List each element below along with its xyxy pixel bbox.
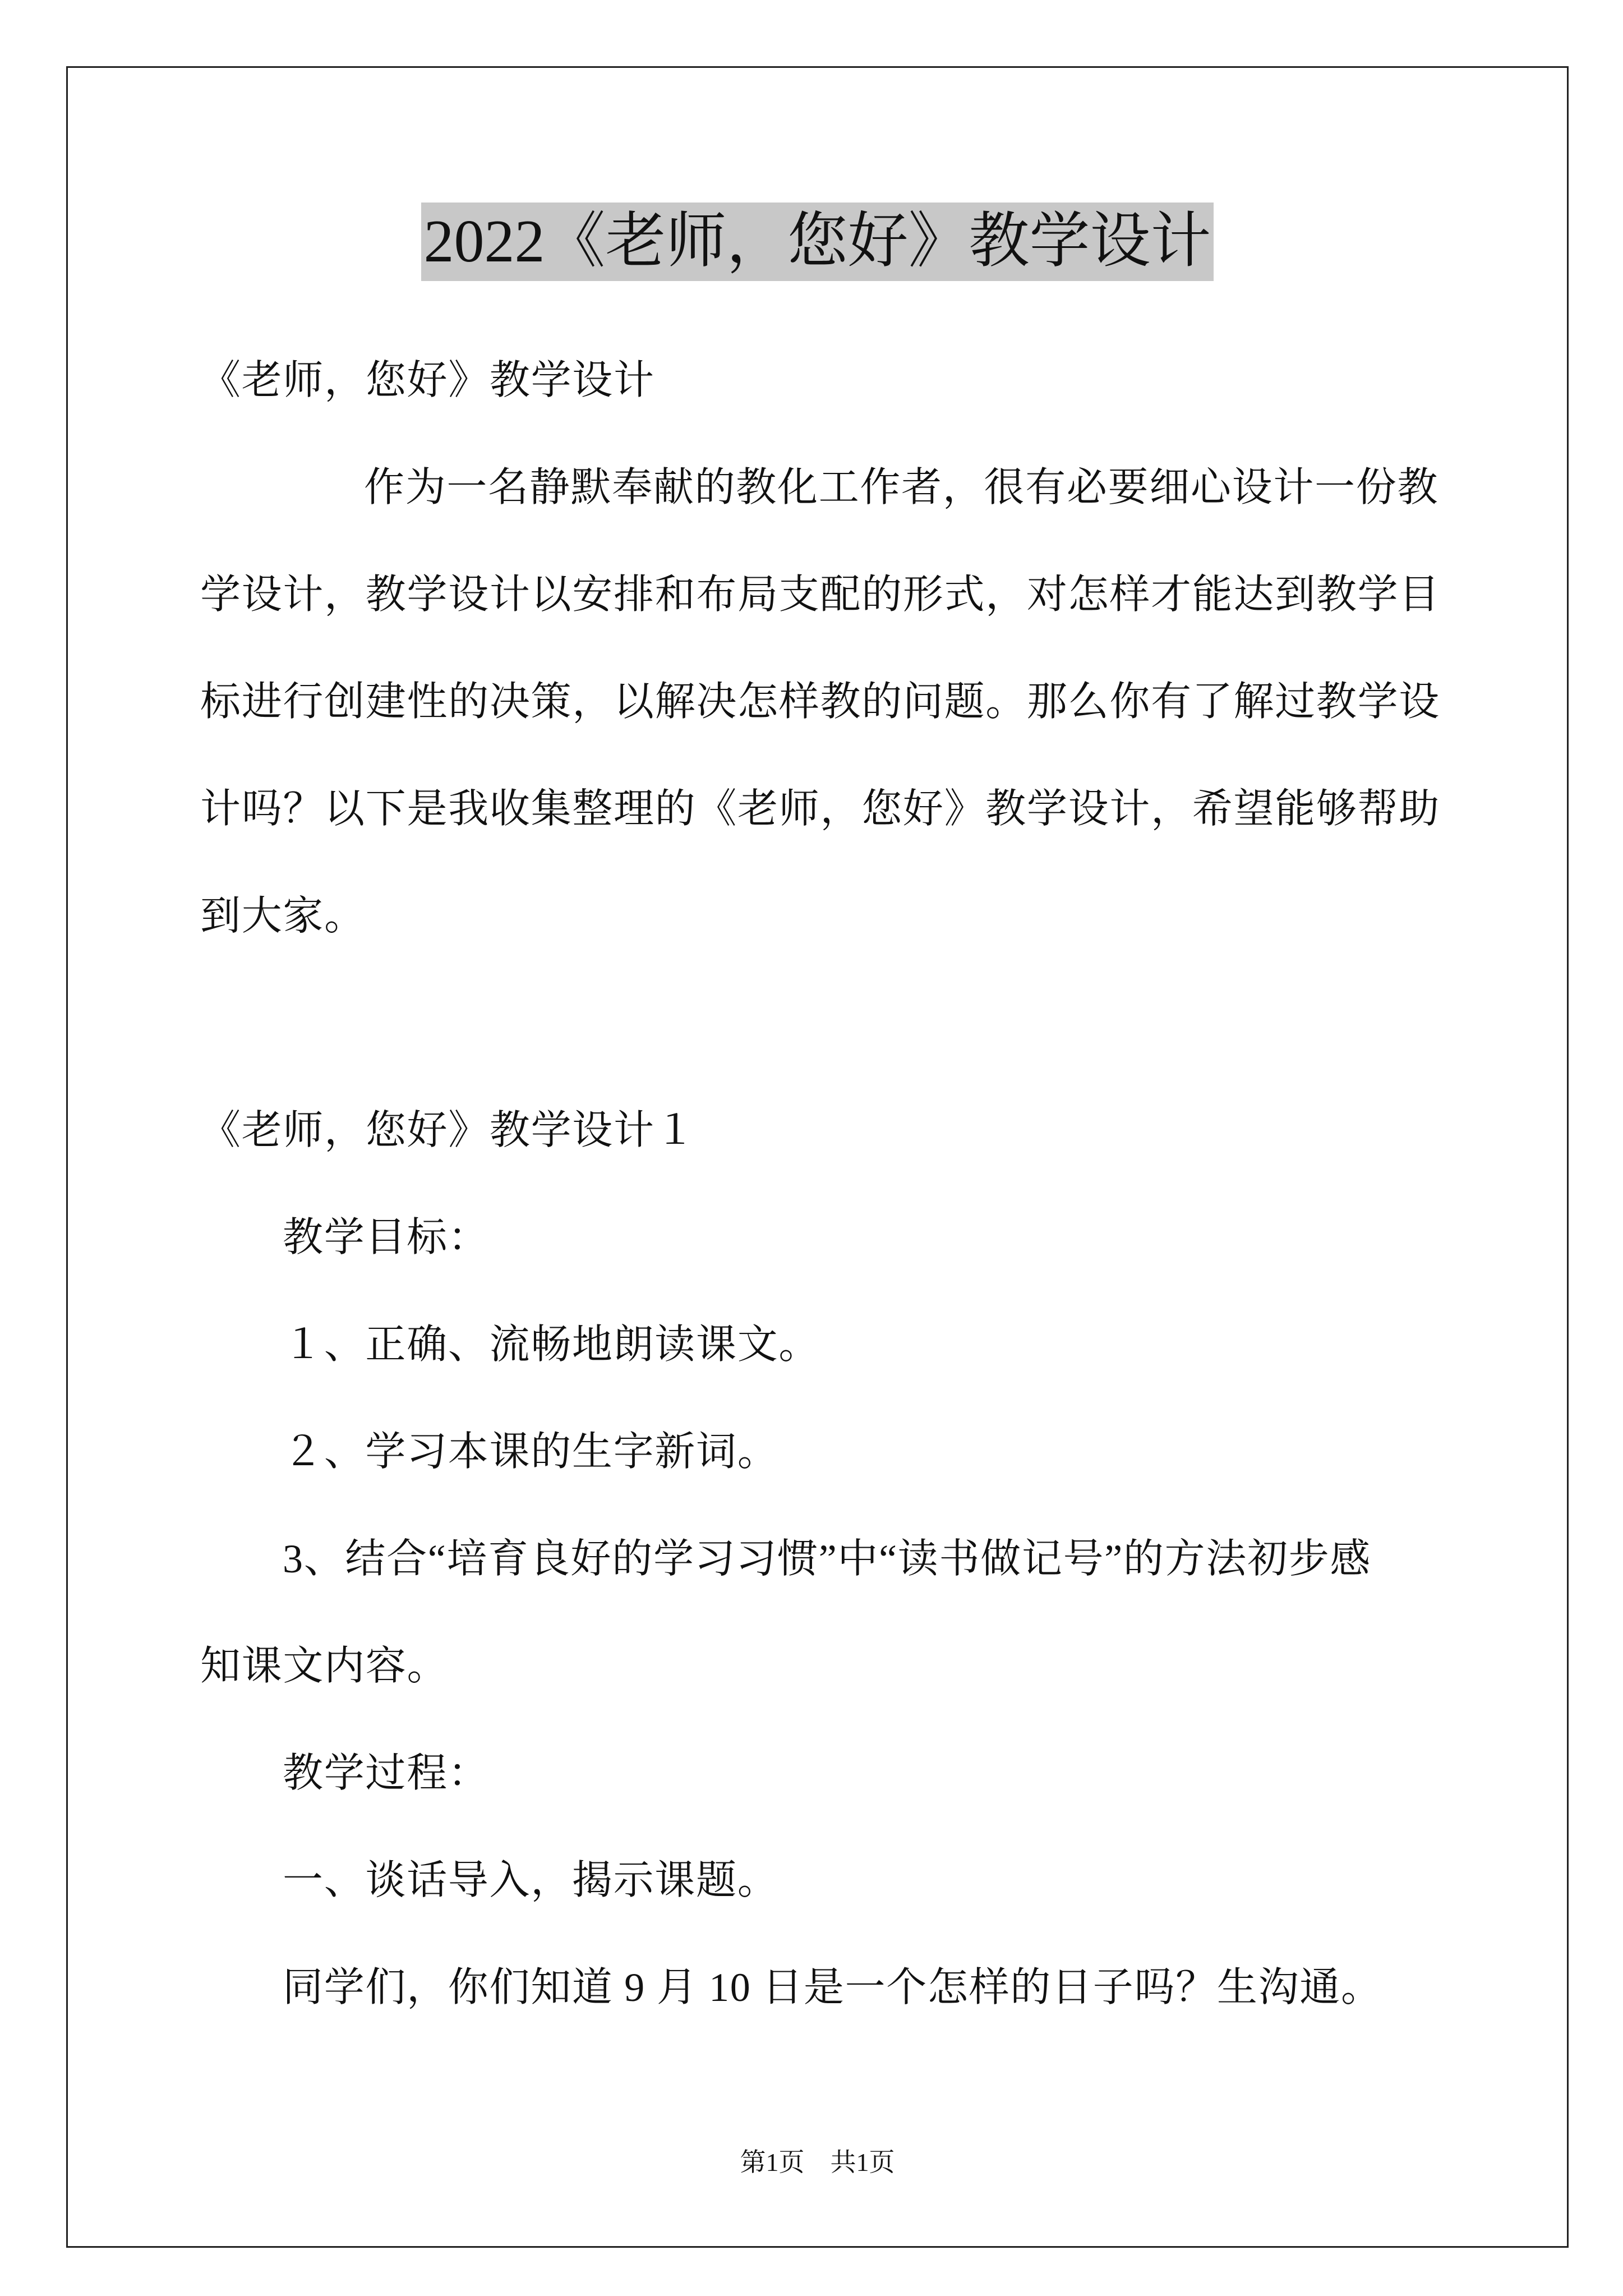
intro-paragraph-line: 标进行创建性的决策，以解决怎样教的问题。那么你有了解过教学设	[200, 679, 1441, 724]
intro-paragraph-line: 计吗？以下是我收集整理的《老师，您好》教学设计，希望能够帮助	[200, 786, 1441, 831]
page-footer: 第1页 共1页	[740, 2148, 895, 2177]
objective-item: 3、结合“培育良好的学习习惯”中“读书做记号”的方法初步感	[283, 1536, 1372, 1581]
document-title: 2022《老师，您好》教学设计	[421, 203, 1213, 281]
objective-item: １、正确、流畅地朗读课文。	[283, 1322, 820, 1367]
intro-paragraph-line: 到大家。	[200, 894, 366, 938]
section-1-heading: 《老师，您好》教学设计１	[200, 1108, 697, 1153]
intro-paragraph-line: 作为一名静默奉献的教化工作者，很有必要细心设计一份教	[364, 465, 1439, 510]
objective-item-continuation: 知课文内容。	[200, 1644, 449, 1688]
objective-item: ２、学习本课的生字新词。	[283, 1429, 779, 1474]
process-label: 教学过程：	[283, 1751, 490, 1796]
document-body	[200, 327, 1440, 2041]
intro-paragraph-line: 学设计，教学设计以安排和布局支配的形式，对怎样才能达到教学目	[200, 572, 1441, 617]
step-1-text: 同学们，你们知道 9 月 10 日是一个怎样的日子吗？生沟通。	[283, 1965, 1382, 2010]
objectives-label: 教学目标：	[283, 1215, 490, 1260]
blank-line-spacer	[200, 970, 1440, 1077]
intro-heading: 《老师，您好》教学设计	[200, 358, 655, 403]
page-frame	[66, 66, 1569, 2248]
title-container	[68, 203, 1567, 281]
step-1-heading: 一、谈话导入，揭示课题。	[283, 1858, 779, 1903]
